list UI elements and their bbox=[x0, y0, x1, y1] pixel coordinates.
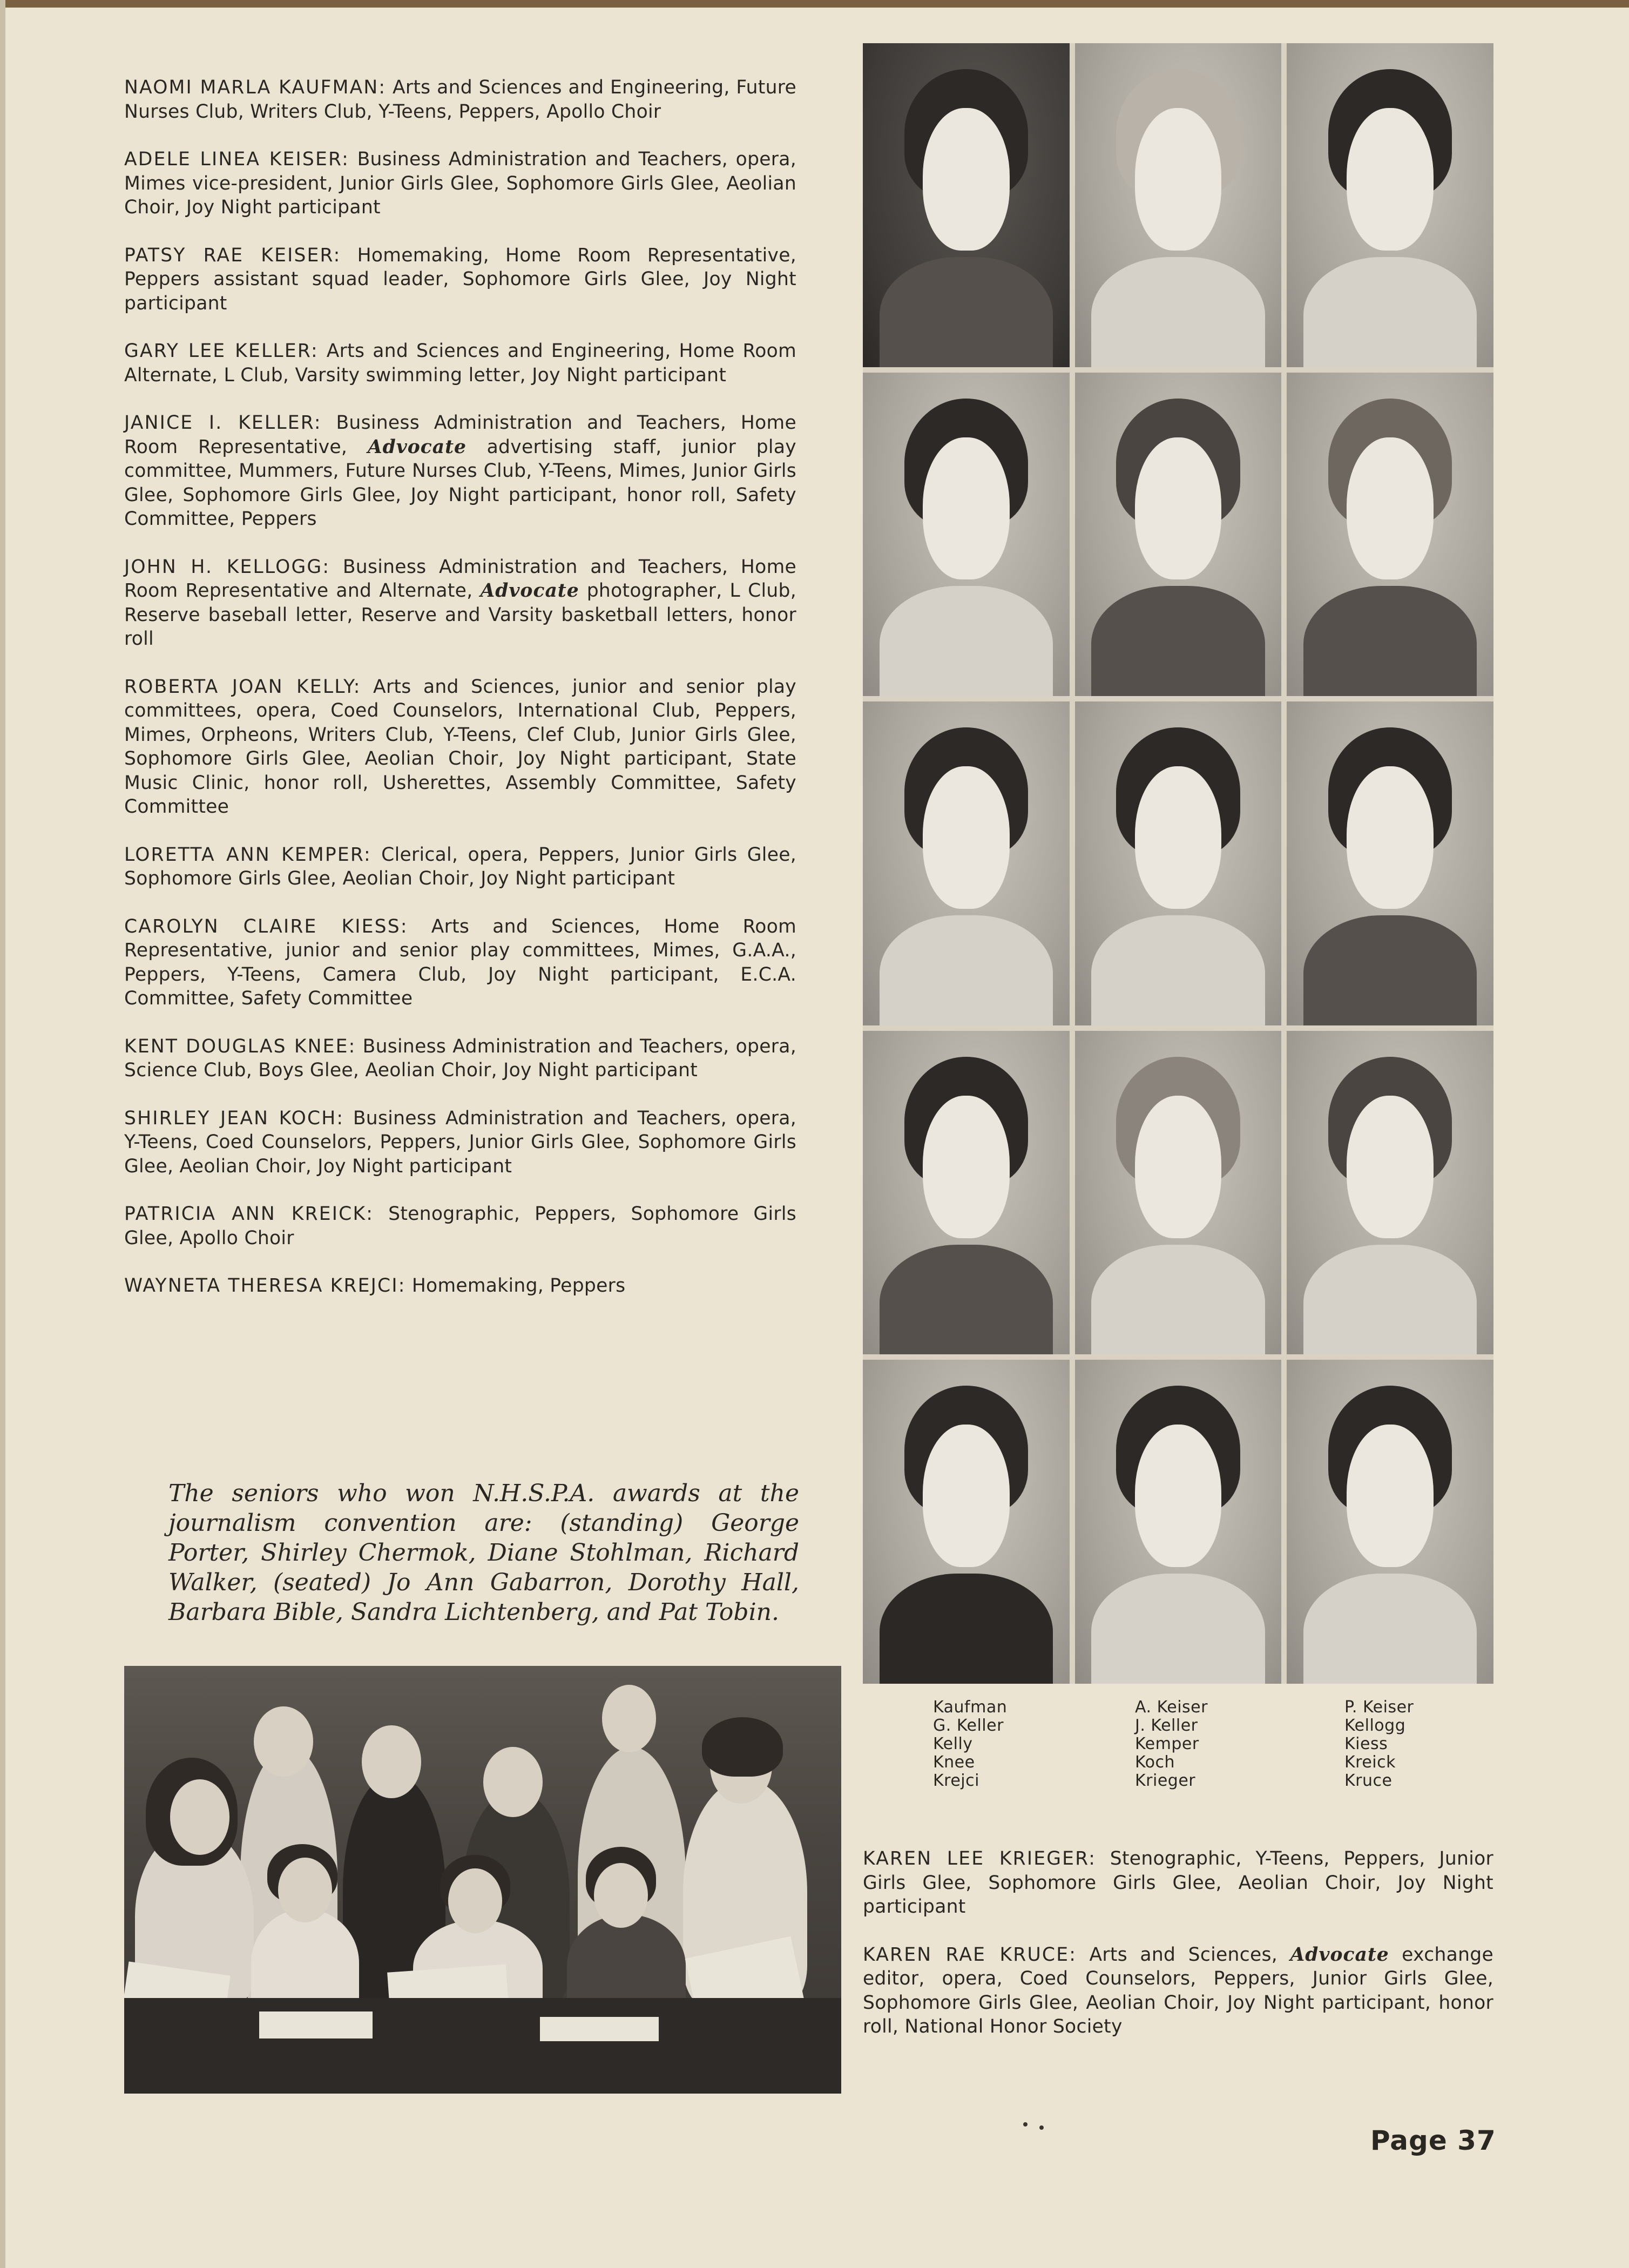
bio-kiess: CAROLYN CLAIRE KIESS: Arts and Sciences, Home Room Representative, junior and senior play committees, Mimes, G.A.A., Peppers, Y-Teens, Camera Club, Joy Night participant, E.C.A. Committee, Safety Committee bbox=[124, 915, 797, 1009]
photo-hair bbox=[702, 1717, 783, 1777]
photo-head bbox=[278, 1858, 332, 1922]
portrait-face bbox=[1135, 766, 1222, 909]
page-number: Page 37 bbox=[1370, 2125, 1496, 2156]
page-edge-left bbox=[0, 0, 5, 2268]
photo-head bbox=[602, 1685, 656, 1752]
portrait-kemper bbox=[1075, 701, 1282, 1025]
portrait-g-keller bbox=[863, 373, 1070, 697]
portrait-kreick bbox=[863, 1360, 1070, 1684]
bio-kellogg: JOHN H. KELLOGG: Business Administration and Teachers, Home Room Representative and Alternate, Advocate photographer, L Club, Reserve baseball letter, Reserve and Varsity basketball letters, honor roll bbox=[124, 556, 796, 650]
bio-kemper: LORETTA ANN KEMPER: Clerical, opera, Peppers, Junior Girls Glee, Sophomore Girls Glee, Aeolian Choir, Joy Night participant bbox=[124, 843, 797, 889]
bio-knee: KENT DOUGLAS KNEE: Business Administration and Teachers, opera, Science Club, Boys Glee, Aeolian Choir, Joy Night participant bbox=[124, 1035, 796, 1081]
names-key-col-3 bbox=[1344, 1698, 1414, 1790]
bio-g-keller: GARY LEE KELLER: Arts and Sciences and Engineering, Home Room Alternate, L Club, Varsity swimming letter, Joy Night participant bbox=[124, 340, 796, 386]
photo-head bbox=[170, 1779, 229, 1855]
portrait-knee bbox=[863, 1031, 1070, 1355]
photo-head bbox=[448, 1868, 502, 1933]
portrait-face bbox=[923, 1425, 1010, 1567]
print-speck bbox=[1039, 2125, 1044, 2130]
names-key-entry: Kiess bbox=[1344, 1734, 1388, 1753]
names-key-col-1 bbox=[933, 1698, 1007, 1790]
portrait-kiess bbox=[1287, 701, 1493, 1025]
names-key-entry: Krieger bbox=[1135, 1771, 1196, 1790]
bio-kreick: PATRICIA ANN KREICK: Stenographic, Peppers, Sophomore Girls Glee, Apollo Choir bbox=[124, 1203, 796, 1249]
names-key-entry: P. Keiser bbox=[1344, 1698, 1414, 1717]
bio-krejci: WAYNETA THERESA KREJCI: Homemaking, Peppers bbox=[124, 1275, 626, 1297]
portrait-face bbox=[1347, 108, 1434, 251]
portrait-face bbox=[1347, 766, 1434, 909]
portrait-kelly bbox=[863, 701, 1070, 1025]
portrait-body bbox=[880, 257, 1053, 367]
portrait-kellogg bbox=[1287, 373, 1493, 697]
photo-head bbox=[254, 1706, 313, 1777]
group-photo bbox=[124, 1666, 841, 2094]
portrait-body bbox=[880, 915, 1053, 1025]
portrait-face bbox=[1347, 437, 1434, 580]
portrait-face bbox=[1135, 1096, 1222, 1238]
portrait-face bbox=[1347, 1096, 1434, 1238]
page-edge bbox=[0, 0, 1629, 8]
portrait-body bbox=[1091, 257, 1265, 367]
certificate-paper bbox=[259, 2012, 373, 2039]
bio-p-keiser: PATSY RAE KEISER: Homemaking, Home Room Representative, Peppers assistant squad leader, Sophomore Girls Glee, Joy Night participant bbox=[124, 244, 796, 314]
portrait-grid bbox=[863, 43, 1493, 1684]
bio-j-keller: JANICE I. KELLER: Business Administration and Teachers, Home Room Representative, Advocate advertising staff, junior play committee, Mummers, Future Nurses Club, Y-Teens, Mimes, Junior Girls Glee, Sophomore Girls Glee, Joy Night participant, honor roll, Safety Committee, Peppers bbox=[124, 412, 796, 530]
portrait-face bbox=[923, 437, 1010, 580]
portrait-face bbox=[1135, 108, 1222, 251]
portrait-kruce bbox=[1287, 1360, 1493, 1684]
names-key-entry: Koch bbox=[1135, 1753, 1175, 1772]
names-key-col-2 bbox=[1135, 1698, 1208, 1790]
portrait-body bbox=[1303, 257, 1477, 367]
portrait-face bbox=[1347, 1425, 1434, 1567]
portrait-body bbox=[1091, 915, 1265, 1025]
portrait-body bbox=[1091, 586, 1265, 696]
names-key-entry: A. Keiser bbox=[1135, 1698, 1208, 1717]
bio-a-keiser: ADELE LINEA KEISER: Business Administration and Teachers, opera, Mimes vice-president, Junior Girls Glee, Sophomore Girls Glee, Aeolian Choir, Joy Night participant bbox=[124, 148, 796, 218]
bio-krieger: KAREN LEE KRIEGER: Stenographic, Y-Teens, Peppers, Junior Girls Glee, Sophomore Girls Glee, Aeolian Choir, Joy Night participant bbox=[863, 1848, 1493, 1918]
advocate-title: Advocate bbox=[367, 436, 467, 458]
portrait-face bbox=[1135, 437, 1222, 580]
photo-head bbox=[483, 1747, 543, 1817]
portrait-body bbox=[880, 586, 1053, 696]
bio-kelly: ROBERTA JOAN KELLY: Arts and Sciences, junior and senior play committees, opera, Coed Counselors, International Club, Peppers, Mimes, Orpheons, Writers Club, Y-Teens, Clef Club, Junior Girls Glee, Sophomore Girls Glee, Aeolian Choir, Joy Night participant, State Music Clinic, honor roll, Usherettes, Assembly Committee, Safety Committee bbox=[124, 676, 796, 818]
advocate-title: Advocate bbox=[1290, 1943, 1389, 1966]
names-key-entry: Kruce bbox=[1344, 1771, 1393, 1790]
portrait-krieger bbox=[1287, 1031, 1493, 1355]
names-key-entry: Knee bbox=[933, 1753, 975, 1772]
bio-koch: SHIRLEY JEAN KOCH: Business Administration and Teachers, opera, Y-Teens, Coed Counselors, Peppers, Junior Girls Glee, Sophomore Girls Glee, Aeolian Choir, Joy Night participant bbox=[124, 1107, 796, 1177]
portrait-krejci bbox=[1075, 1360, 1282, 1684]
names-key-entry: Kaufman bbox=[933, 1698, 1008, 1717]
portrait-koch bbox=[1075, 1031, 1282, 1355]
print-speck bbox=[1023, 2122, 1028, 2127]
portrait-kaufman bbox=[863, 43, 1070, 367]
portrait-a-keiser bbox=[1075, 43, 1282, 367]
certificate-paper bbox=[540, 2017, 659, 2041]
portrait-face bbox=[1135, 1425, 1222, 1567]
biographies-left bbox=[124, 76, 796, 1322]
portrait-body bbox=[880, 1245, 1053, 1355]
photo-table bbox=[124, 1998, 841, 2094]
names-key-entry: G. Keller bbox=[933, 1716, 1004, 1735]
group-photo-caption: The seniors who won N.H.S.P.A. awards at the journalism convention are: (standing) George Porter, Shirley Chermok, Diane Stohlman, Richard Walker, (seated) Jo Ann Gabarron, Dorothy Hall, Barbara Bible, Sandra Lichtenberg, and Pat Tobin. bbox=[168, 1480, 799, 1626]
photo-head bbox=[594, 1863, 648, 1928]
bio-kaufman: NAOMI MARLA KAUFMAN: Arts and Sciences and Engineering, Future Nurses Club, Writers Club, Y-Teens, Peppers, Apollo Choir bbox=[124, 77, 797, 123]
portrait-body bbox=[1091, 1574, 1265, 1684]
portrait-body bbox=[1091, 1245, 1265, 1355]
names-key-entry: J. Keller bbox=[1135, 1716, 1198, 1735]
advocate-title: Advocate bbox=[480, 580, 579, 602]
biographies-right bbox=[863, 1847, 1493, 2063]
portrait-body bbox=[1303, 1574, 1477, 1684]
names-key-entry: Kelly bbox=[933, 1734, 973, 1753]
portrait-body bbox=[880, 1574, 1053, 1684]
portrait-body bbox=[1303, 915, 1477, 1025]
names-key-entry: Krejci bbox=[933, 1771, 979, 1790]
portrait-face bbox=[923, 1096, 1010, 1238]
names-key-entry: Kreick bbox=[1344, 1753, 1396, 1772]
portrait-face bbox=[923, 766, 1010, 909]
names-key-entry: Kemper bbox=[1135, 1734, 1199, 1753]
bio-kruce: KAREN RAE KRUCE: Arts and Sciences, Advocate exchange editor, opera, Coed Counselors, Peppers, Junior Girls Glee, Sophomore Girls Glee, Aeolian Choir, Joy Night participant, honor roll, National Honor Society bbox=[863, 1943, 1493, 2037]
photo-head bbox=[362, 1725, 421, 1798]
portrait-p-keiser bbox=[1287, 43, 1493, 367]
portrait-body bbox=[1303, 586, 1477, 696]
names-key-entry: Kellogg bbox=[1344, 1716, 1406, 1735]
portrait-j-keller bbox=[1075, 373, 1282, 697]
portrait-face bbox=[923, 108, 1010, 251]
portrait-body bbox=[1303, 1245, 1477, 1355]
